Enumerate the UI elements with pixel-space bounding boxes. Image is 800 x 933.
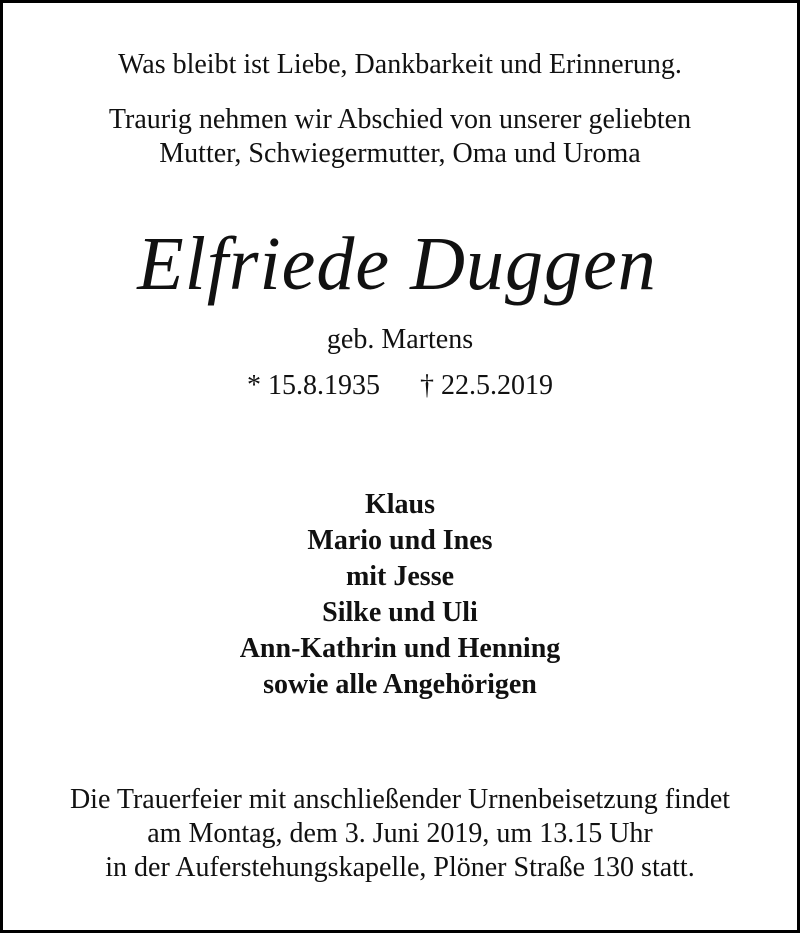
- maiden-name: geb. Martens: [326, 324, 474, 355]
- mourner-line: Klaus: [364, 489, 436, 520]
- intro-text: [3, 103, 797, 171]
- service-line: Die Trauerfeier mit anschließender Urnenbeisetzung findet: [69, 784, 731, 815]
- mourner-line: Silke und Uli: [322, 597, 478, 628]
- deceased-name: Elfriede Duggen: [137, 222, 657, 306]
- service-line: am Montag, dem 3. Juni 2019, um 13.15 Uhr: [147, 818, 653, 849]
- mourner-line: Mario und Ines: [307, 525, 493, 556]
- life-dates: [3, 370, 797, 402]
- service-line: in der Auferstehungskapelle, Plöner Straße 130 statt.: [105, 852, 695, 883]
- service-info: [3, 783, 797, 885]
- death-date: † 22.5.2019: [420, 370, 553, 401]
- mourner-line: mit Jesse: [345, 561, 455, 592]
- birth-date: * 15.8.1935: [247, 370, 380, 401]
- motto: Was bleibt ist Liebe, Dankbarkeit und Erinnerung.: [118, 49, 682, 80]
- mourner-line: sowie alle Angehörigen: [263, 669, 537, 700]
- intro-line: Mutter, Schwiegermutter, Oma und Uroma: [159, 138, 641, 169]
- mourner-line: Ann-Kathrin und Henning: [239, 633, 561, 664]
- mourners-list: [3, 487, 797, 703]
- intro-line: Traurig nehmen wir Abschied von unserer geliebten: [108, 104, 692, 135]
